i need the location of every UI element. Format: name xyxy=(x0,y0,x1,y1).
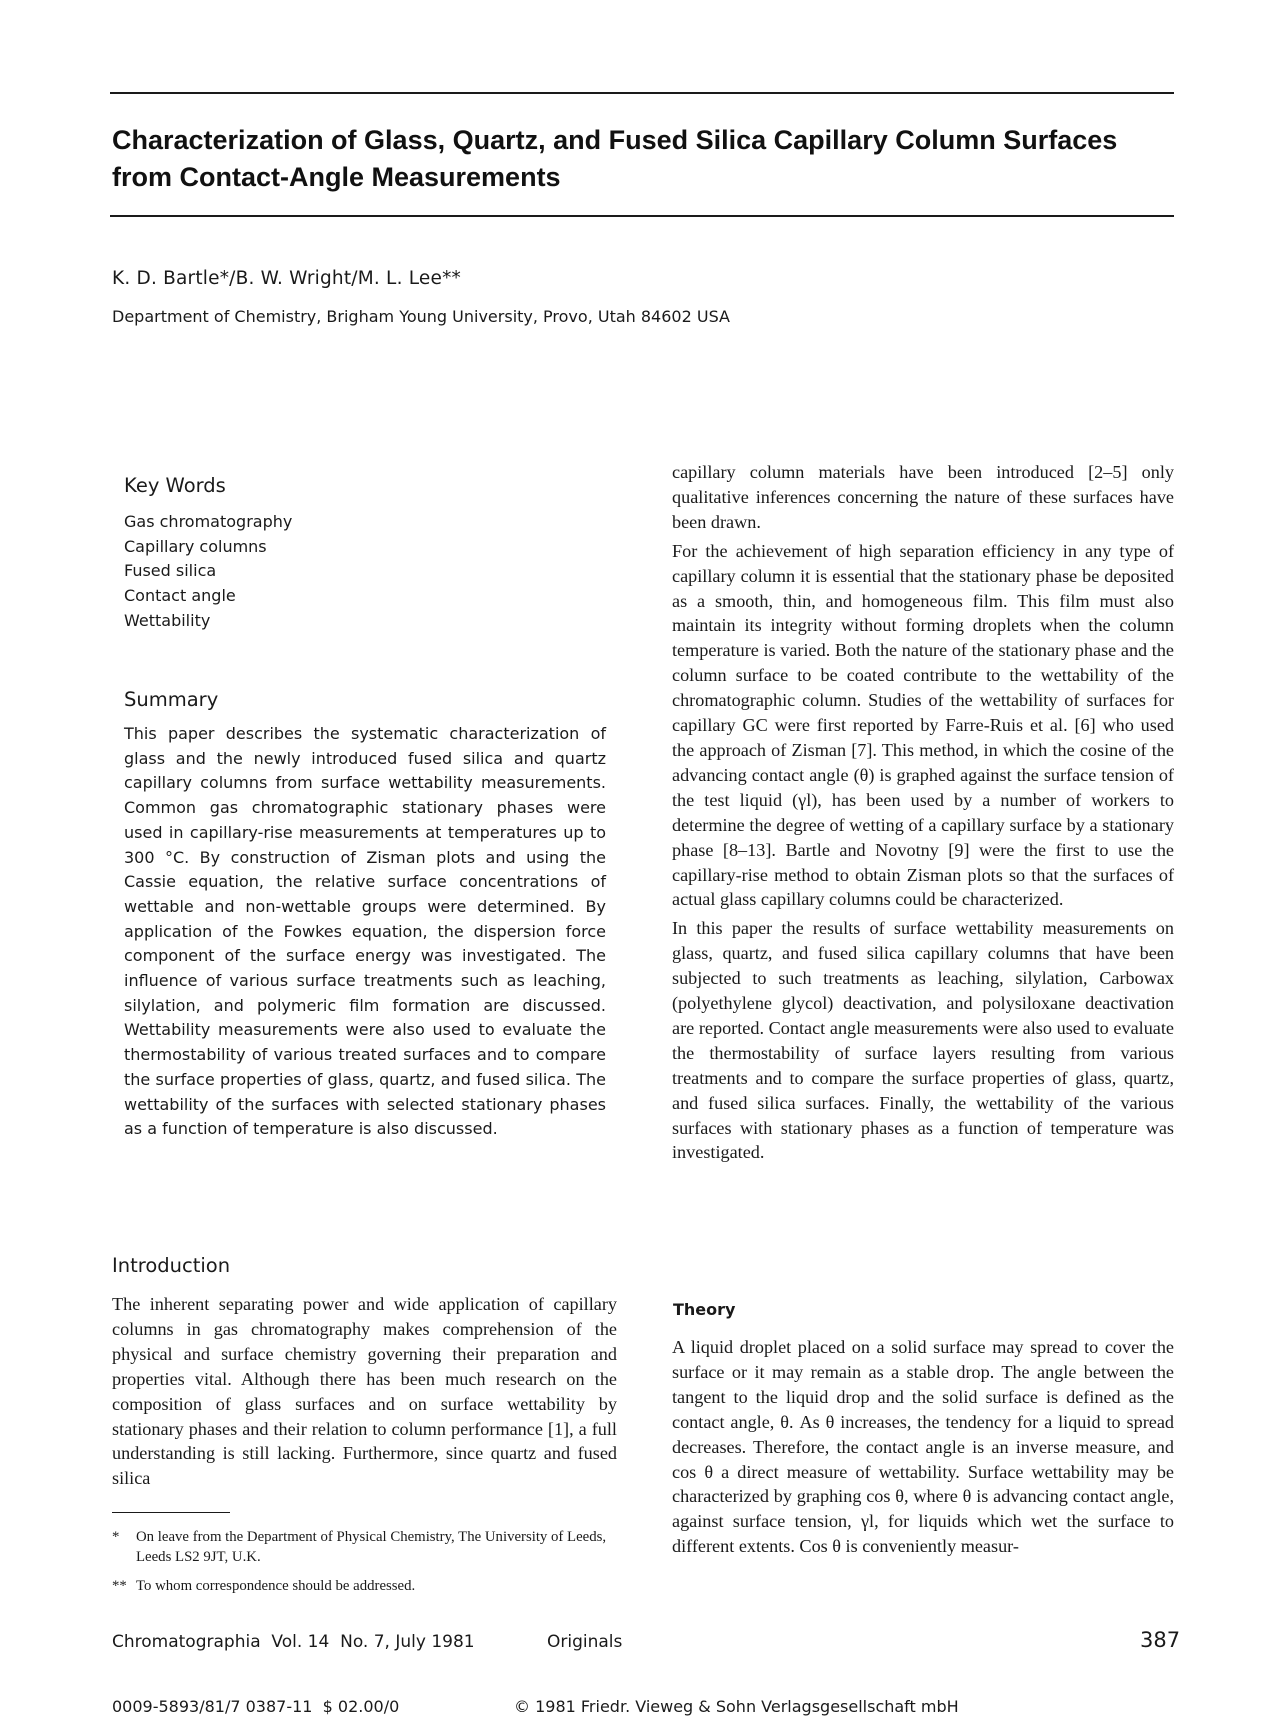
summary-heading: Summary xyxy=(124,688,219,711)
keyword-item: Wettability xyxy=(124,610,211,630)
footnote xyxy=(112,1527,617,1567)
keywords-heading: Key Words xyxy=(124,474,226,497)
author-list: K. D. Bartle*/B. W. Wright/M. L. Lee** xyxy=(112,268,461,289)
footnote-text: To whom correspondence should be addressed. xyxy=(136,1578,416,1594)
footnote-mark: * xyxy=(112,1529,120,1545)
theory-heading: Theory xyxy=(673,1300,736,1319)
top-rule xyxy=(110,92,1174,94)
footnotes xyxy=(112,1527,617,1605)
footnote-rule xyxy=(112,1512,230,1513)
keyword-item: Gas chromatography xyxy=(124,512,293,531)
paper-title: Characterization of Glass, Quartz, and Fused Silica Capillary Column Surfaces from Contact-Angle Measurements xyxy=(112,125,1118,192)
paragraph: capillary column materials have been introduced [2–5] only qualitative inferences concerning the nature of these surfaces have been drawn. xyxy=(672,462,1174,532)
keywords-list xyxy=(124,510,292,633)
summary-text: This paper describes the systematic characterization of glass and the newly introduced fused silica and quartz capillary columns from surface wettability measurements. Common gas chromatographic stationary phases were used in capillary-rise measurements at temperatures up to 300 °C. By construction of Zisman plots and using the Cassie equation, the relative surface concentrations of wettable and non-wettable groups were determined. By application of the Fowkes equation, the dispersion force component of the surface energy was investigated. The influence of various surface treatments such as leaching, silylation, and polymeric film formation are discussed. Wettability measurements were also used to evaluate the thermostability of various treated surfaces and to compare the surface properties of glass, quartz, and fused silica. The wettability of the surfaces with selected stationary phases as a function of temperature is also discussed. xyxy=(124,724,606,1139)
footnote xyxy=(112,1576,617,1596)
affiliation: Department of Chemistry, Brigham Young University, Provo, Utah 84602 USA xyxy=(112,307,730,326)
title-rule xyxy=(110,215,1174,217)
paragraph: For the achievement of high separation efficiency in any type of capillary column it is essential that the stationary phase be deposited as a smooth, thin, and homogeneous film. This film must also maintain its integrity without forming droplets when the column temperature is varied. Both the nature of the stationary phase and the column surface to be coated contribute to the wettability of the chromatographic column. Studies of the wettability of surfaces for capillary GC were first reported by Farre-Ruis et al. [6] who used the approach of Zisman [7]. This method, in which the cosine of the advancing contact angle (θ) is graphed against the surface tension of the test liquid (γl), has been used by a number of workers to determine the degree of wetting of a capillary surface by a stationary phase [8–13]. Bartle and Novotny [9] were the first to use the capillary-rise method to obtain Zisman plots so that the surfaces of actual glass capillary columns could be characterized. xyxy=(672,540,1174,910)
copyright: © 1981 Friedr. Vieweg & Sohn Verlagsgesellschaft mbH xyxy=(514,1697,959,1716)
footnote-text: On leave from the Department of Physical Chemistry, The University of Leeds, Leeds LS2 9JT, U.K. xyxy=(136,1529,607,1565)
introduction-heading: Introduction xyxy=(112,1254,231,1277)
page-number: 387 xyxy=(1140,1628,1181,1652)
introduction-text: The inherent separating power and wide application of capillary columns in gas chromatography makes comprehension of the physical and surface chemistry governing their preparation and properties vital. Although there has been much research on the composition of glass surfaces and on surface wettability by stationary phases and their relation to column performance [1], a full understanding is still lacking. Furthermore, since quartz and fused silica xyxy=(112,1294,617,1489)
journal-citation: Chromatographia Vol. 14 No. 7, July 1981 xyxy=(112,1632,475,1652)
keyword-item: Contact angle xyxy=(124,586,236,606)
article-code: 0009-5893/81/7 0387-11 $ 02.00/0 xyxy=(112,1697,400,1716)
keyword-item: Fused silica xyxy=(124,561,217,581)
footnote-mark: ** xyxy=(112,1578,127,1594)
keyword-item: Capillary columns xyxy=(124,536,267,556)
paragraph: In this paper the results of surface wettability measurements on glass, quartz, and fused silica capillary columns that have been subjected to such treatments as leaching, silylation, Carbowax (polyethylene glycol) deactivation, and polysiloxane deactivation are reported. Contact angle measurements were also used to evaluate the thermostability of surface layers resulting from various treatments and to compare the surface properties of glass, quartz, and fused silica surfaces. Finally, the wettability of the various surfaces with stationary phases as a function of temperature was investigated. xyxy=(672,918,1174,1163)
right-column-text xyxy=(672,460,1174,1169)
theory-text: A liquid droplet placed on a solid surface may spread to cover the surface or it may remain as a stable drop. The angle between the tangent to the liquid drop and the solid surface is defined as the contact angle, θ. As θ increases, the tendency for a liquid to spread decreases. Therefore, the contact angle is an inverse measure, and cos θ a direct measure of wettability. Surface wettability may be characterized by graphing cos θ, where θ is advancing contact angle, against surface tension, γl, for liquids which wet the surface to different extents. Cos θ is conveniently measur- xyxy=(672,1337,1174,1557)
section-label: Originals xyxy=(547,1632,623,1652)
